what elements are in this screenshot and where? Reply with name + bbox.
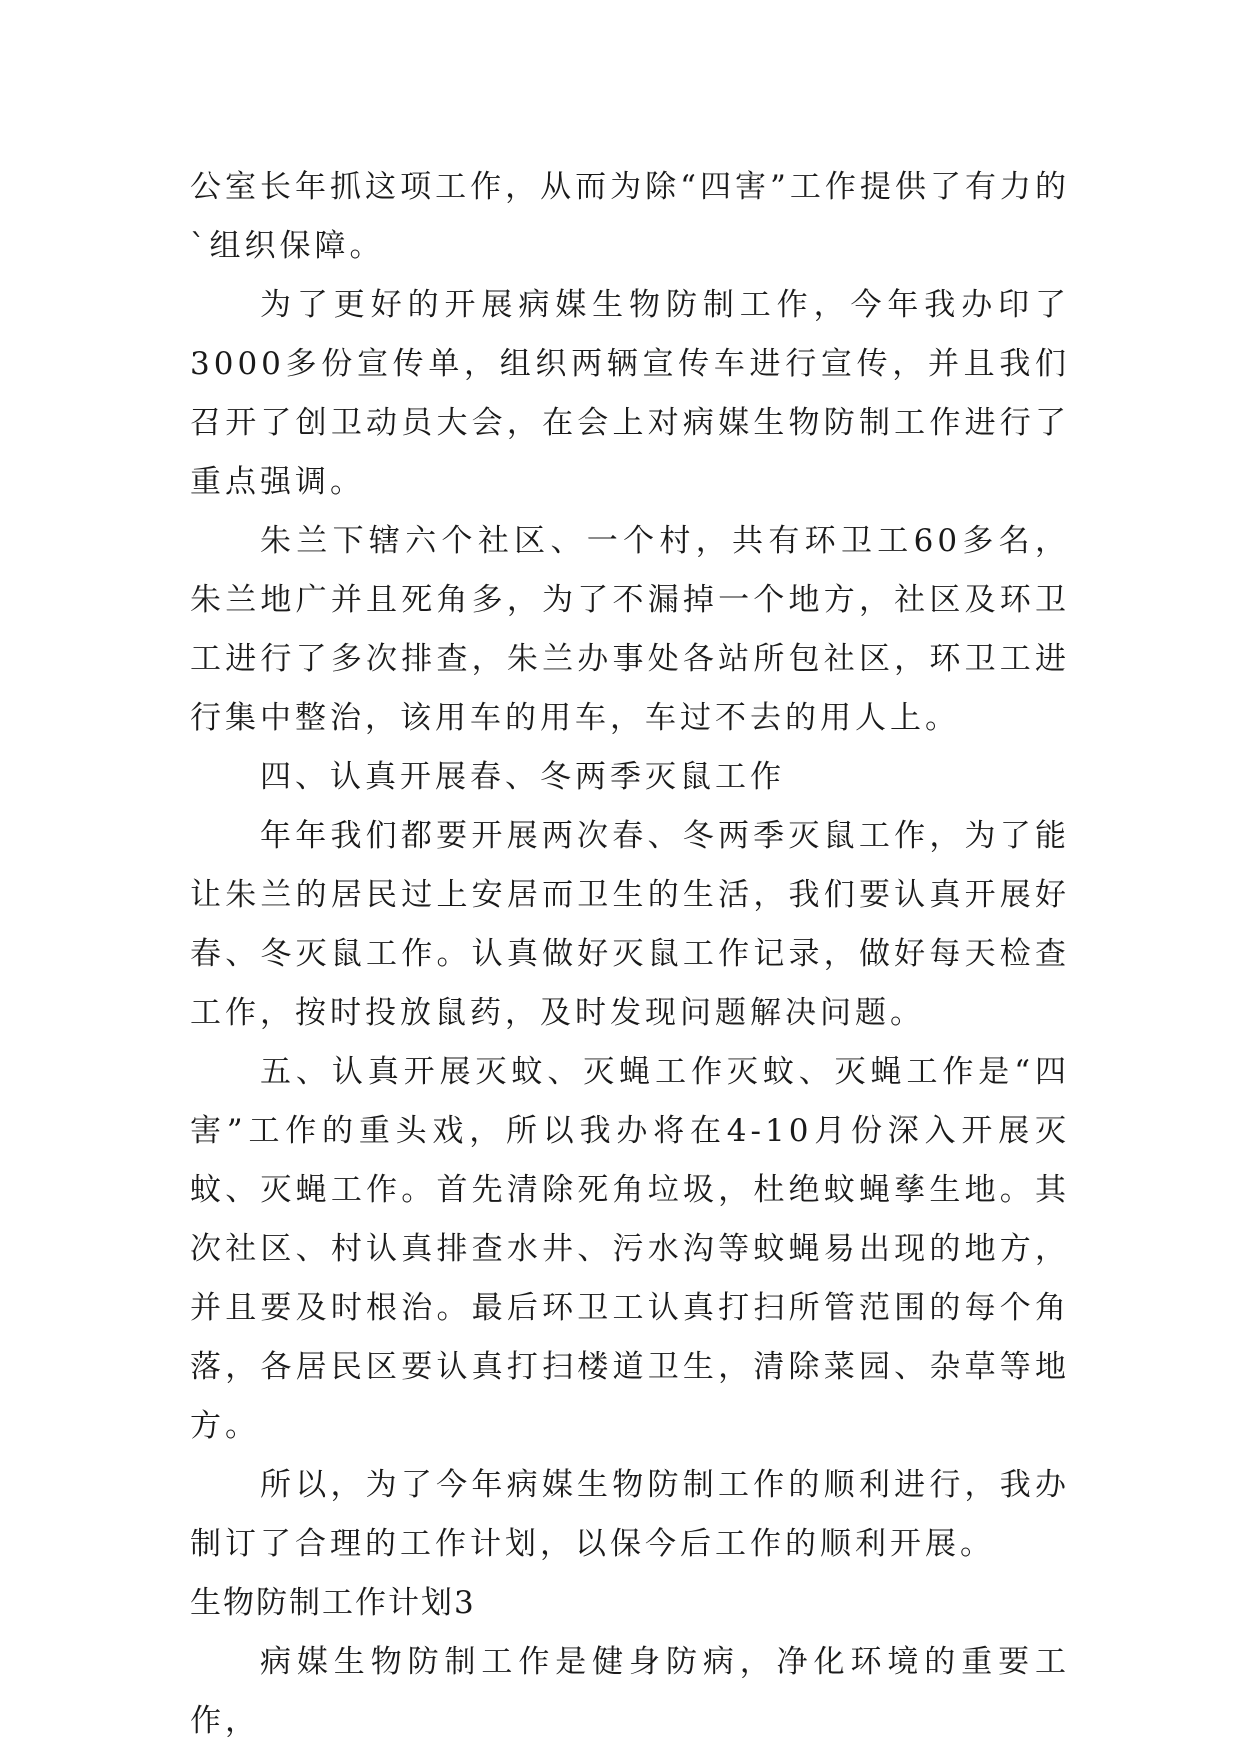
paragraph-plan-intro: 病媒生物防制工作是健身防病，净化环境的重要工作， [190,1644,1070,1739]
paragraph-conclusion: 所以，为了今年病媒生物防制工作的顺利进行，我办制订了合理的工作计划，以保今后工作的顺利开展。 [190,1467,1070,1562]
paragraph-community: 朱兰下辖六个社区、一个村，共有环卫工60多名，朱兰地广并且死角多，为了不漏掉一个地方，社区及环卫工进行了多次排查，朱兰办事处各站所包社区，环卫工进行集中整治，该用车的用车，车过不去的用人上。 [190,523,1070,736]
paragraph-publicity: 为了更好的开展病媒生物防制工作，今年我办印了3000多份宣传单，组织两辆宣传车进行宣传，并且我们召开了创卫动员大会，在会上对病媒生物防制工作进行了重点强调。 [190,287,1070,500]
document-body [190,158,1070,1751]
subheading-rodent-control: 四、认真开展春、冬两季灭鼠工作 [260,759,785,795]
paragraph-mosquito-fly-control: 五、认真开展灭蚊、灭蝇工作灭蚊、灭蝇工作是“四害”工作的重头戏，所以我办将在4-10月份深入开展灭蚊、灭蝇工作。首先清除死角垃圾，杜绝蚊蝇孳生地。其次社区、村认真排查水井、污水沟等蚊蝇易出现的地方，并且要及时根治。最后环卫工认真打扫所管范围的每个角落，各居民区要认真打扫楼道卫生，清除菜园、杂草等地方。 [190,1054,1070,1444]
section-heading: 生物防制工作计划3 [190,1585,476,1621]
paragraph-continuation: 公室长年抓这项工作，从而为除“四害”工作提供了有力的`组织保障。 [190,169,1070,264]
paragraph-rodent-control: 年年我们都要开展两次春、冬两季灭鼠工作，为了能让朱兰的居民过上安居而卫生的生活，我们要认真开展好春、冬灭鼠工作。认真做好灭鼠工作记录，做好每天检查工作，按时投放鼠药，及时发现问题解决问题。 [190,818,1070,1031]
